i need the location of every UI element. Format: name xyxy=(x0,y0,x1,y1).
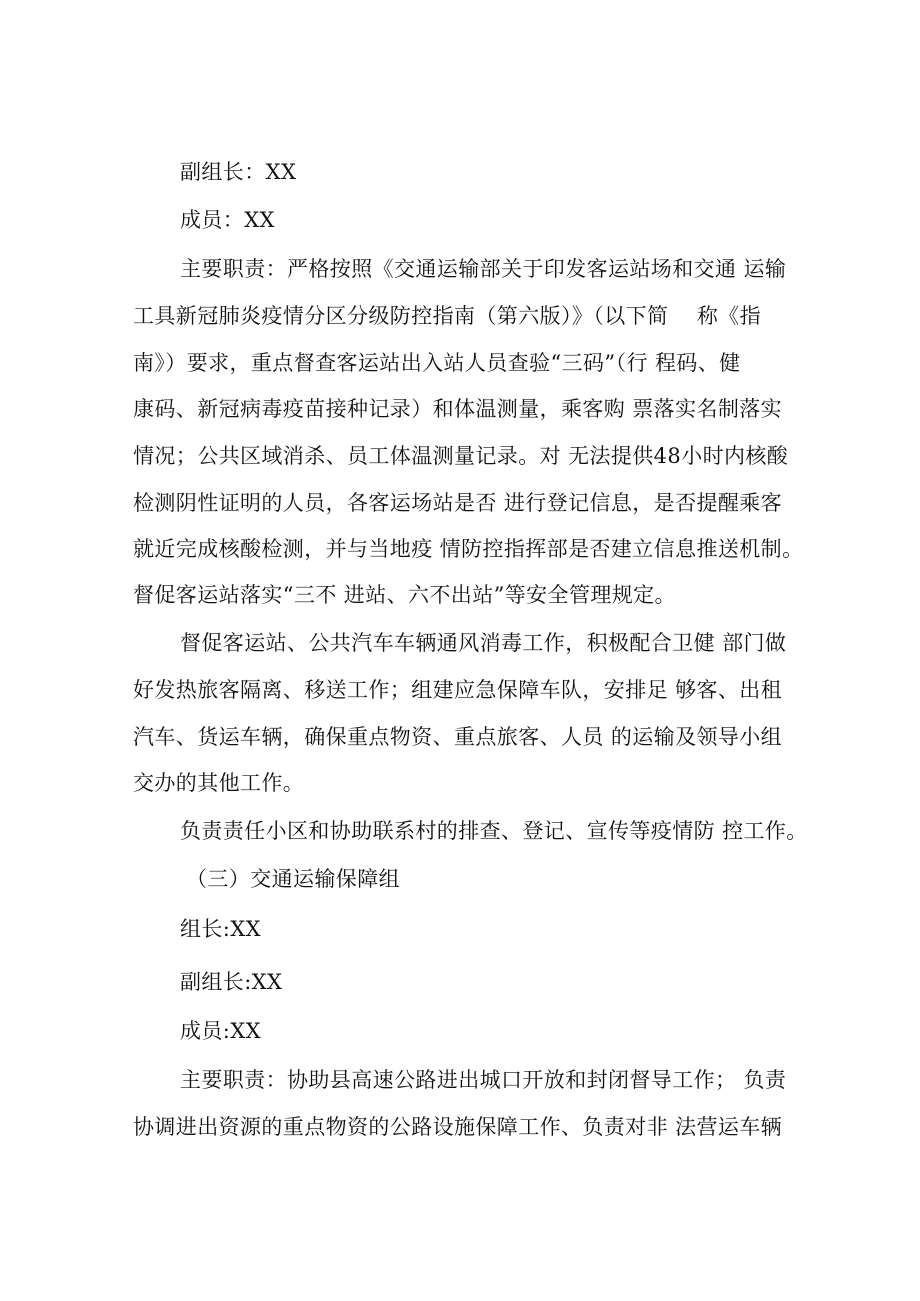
supervise-paragraph-line-4: 交办的其他工作。 xyxy=(133,771,305,795)
leader-line: 组长:XX xyxy=(180,917,261,941)
deputy-leader-line-2: 副组长:XX xyxy=(180,970,283,994)
duty-paragraph-1-line-1: 主要职责：严格按照《交通运输部关于印发客运站场和交通 运输 xyxy=(180,257,787,281)
supervise-paragraph-line-2: 好发热旅客隔离、移送工作；组建应急保障车队，安排足 够客、出租 xyxy=(133,678,783,702)
supervise-paragraph-line-1: 督促客运站、公共汽车车辆通风消毒工作，积极配合卫健 部门做 xyxy=(180,631,787,655)
deputy-leader-line-1: 副组长：XX xyxy=(180,160,297,184)
supervise-paragraph-line-3: 汽车、货运车辆，确保重点物资、重点旅客、人员 的运输及领导小组 xyxy=(133,725,783,749)
duty-paragraph-1-line-5: 情况；公共区域消杀、员工体温测量记录。对 无法提供48小时内核酸 xyxy=(133,444,789,468)
duty-paragraph-1-line-2: 工具新冠肺炎疫情分区分级防控指南（第六版）》（以下简 称《指 xyxy=(133,304,762,328)
members-line-2: 成员:XX xyxy=(180,1019,261,1043)
responsibility-line: 负责责任小区和协助联系村的排查、登记、宣传等疫情防 控工作。 xyxy=(180,819,808,843)
members-line-1: 成员：XX xyxy=(180,208,275,232)
duty-paragraph-2-line-1: 主要职责：协助县高速公路进出城口开放和封闭督导工作； 负责 xyxy=(180,1068,787,1092)
duty-paragraph-1-line-7: 就近完成核酸检测，并与当地疫 情防控指挥部是否建立信息推送机制。 xyxy=(133,537,804,561)
duty-paragraph-1-line-3: 南》）要求，重点督查客运站出入站人员查验“三码”（行 程码、健 xyxy=(133,351,741,375)
duty-paragraph-1-line-4: 康码、新冠病毒疫苗接种记录）和体温测量，乘客购 票落实名制落实 xyxy=(133,397,783,421)
section-heading-transport-support-group: （三）交通运输保障组 xyxy=(186,867,400,891)
duty-paragraph-1-line-6: 检测阴性证明的人员，各客运场站是否 进行登记信息，是否提醒乘客 xyxy=(133,491,783,515)
duty-paragraph-1-line-8: 督促客运站落实“三不 进站、六不出站”等安全管理规定。 xyxy=(133,583,676,607)
duty-paragraph-2-line-2: 协调进出资源的重点物资的公路设施保障工作、负责对非 法营运车辆 xyxy=(133,1115,783,1139)
